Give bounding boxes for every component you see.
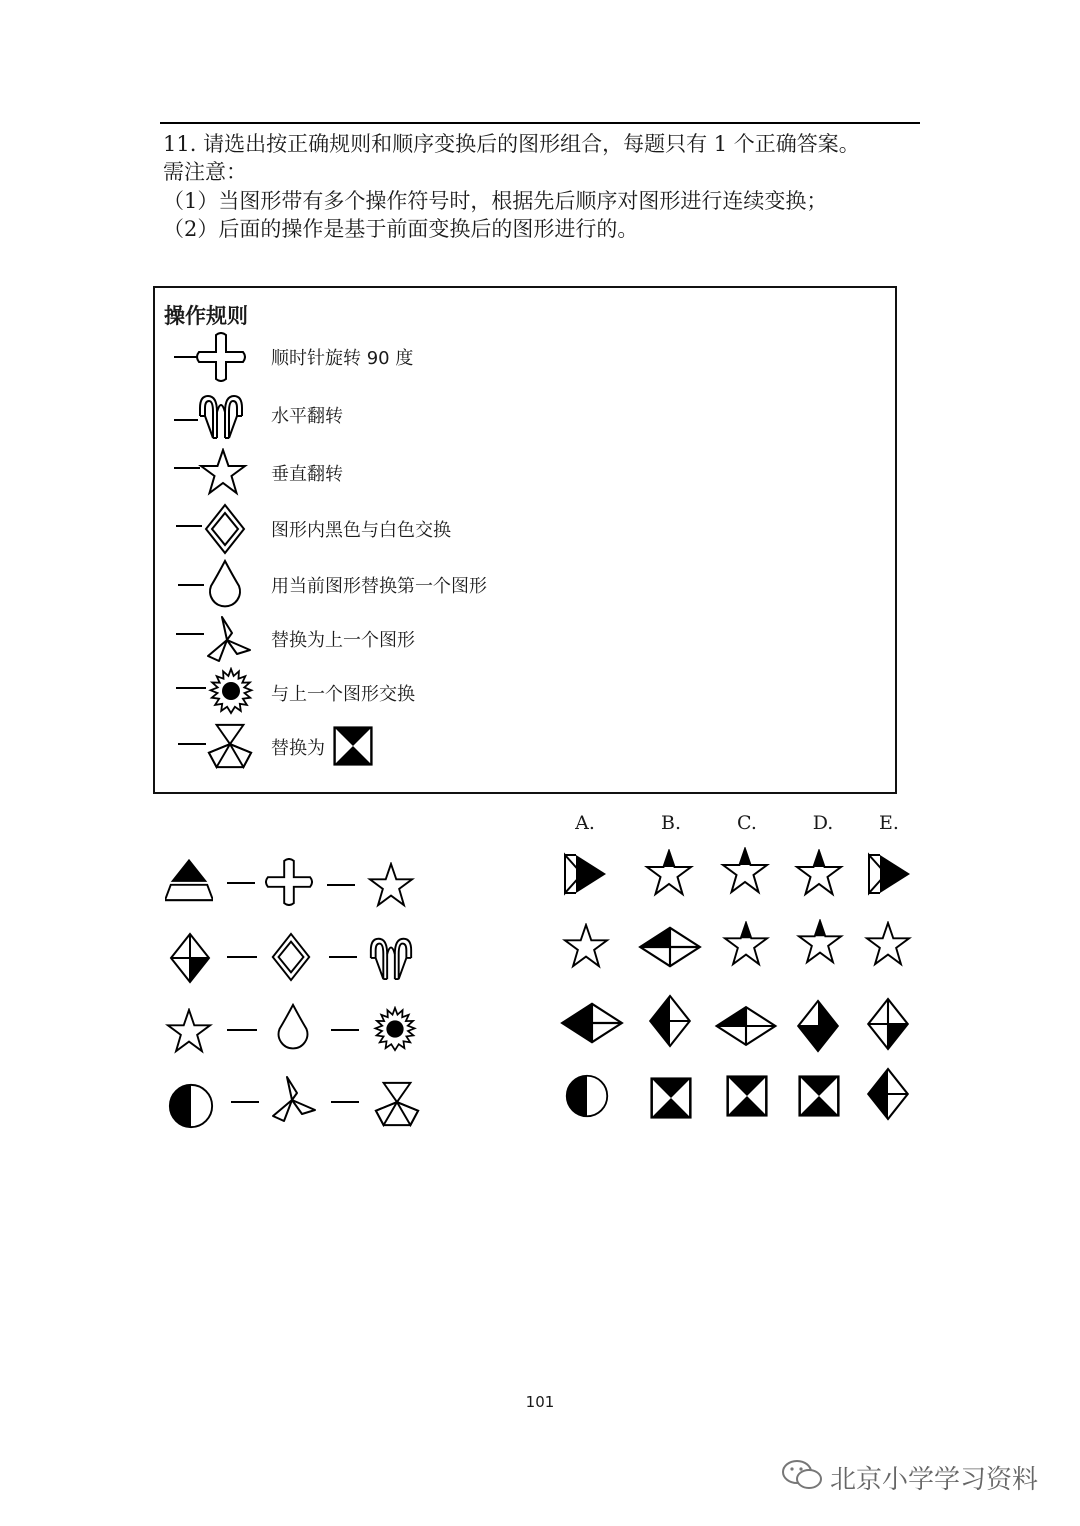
star-icon — [723, 849, 767, 892]
pinwheel-icon — [170, 614, 260, 664]
hourglass-icon — [800, 1077, 839, 1116]
half-circle-icon — [170, 1085, 212, 1127]
option-label-a[interactable]: A. — [575, 812, 595, 834]
question-line-3: （1）当图形带有多个操作符号时，根据先后顺序对图形进行连续变换； — [163, 189, 828, 213]
rule-text: 替换为 — [271, 738, 325, 759]
play-icon — [565, 855, 606, 893]
rule-row-replace-prev — [170, 614, 870, 664]
star-icon — [565, 925, 607, 966]
question-sequences — [165, 850, 445, 1140]
rule-text: 水平翻转 — [271, 406, 343, 427]
rule-text: 替换为上一个图形 — [271, 630, 415, 651]
drop-icon — [170, 560, 260, 610]
top-rule — [160, 122, 920, 124]
page-number: 101 — [525, 1393, 555, 1411]
pinwheel-icon — [273, 1077, 315, 1121]
star-icon — [647, 851, 691, 894]
sun-icon — [170, 668, 260, 718]
question-line-1: 11. 请选出按正确规则和顺序变换后的图形组合，每题只有 1 个正确答案。 — [163, 132, 860, 156]
kite-icon — [171, 934, 209, 982]
kite-icon — [650, 996, 690, 1046]
cross-icon — [170, 332, 260, 382]
triangles-icon — [376, 1083, 418, 1125]
triangles-icon — [170, 722, 260, 772]
star-icon — [797, 851, 841, 894]
hourglass-icon — [652, 1079, 691, 1118]
option-label-b[interactable]: B. — [660, 812, 681, 834]
diamond-icon — [562, 1004, 622, 1042]
play-icon — [869, 855, 910, 893]
diamond-icon — [717, 1007, 776, 1045]
rule-text: 用当前图形替换第一个图形 — [271, 576, 487, 597]
rule-row-rotate — [170, 332, 870, 382]
rule-row-replace-with — [170, 722, 870, 772]
triangle-stack-icon — [165, 859, 213, 900]
star-icon — [867, 923, 909, 964]
hourglass-icon — [728, 1077, 767, 1116]
half-circle-icon — [567, 1076, 607, 1116]
question-line-4: （2）后面的操作是基于前面变换后的图形进行的。 — [163, 217, 639, 241]
kite-icon — [868, 999, 908, 1049]
fountain-icon — [170, 390, 260, 440]
rule-text: 与上一个图形交换 — [271, 684, 415, 705]
diamond-icon — [273, 934, 309, 980]
option-label-e[interactable]: E. — [879, 812, 899, 834]
star-icon — [370, 864, 412, 905]
rule-text: 顺时针旋转 90 度 — [271, 348, 414, 369]
star-icon — [168, 1010, 210, 1051]
fountain-icon — [371, 939, 411, 979]
rule-row-swap-prev — [170, 668, 870, 718]
sun-icon — [375, 1008, 414, 1050]
rule-text: 垂直翻转 — [271, 464, 343, 485]
hourglass-square-icon — [333, 726, 373, 766]
kite-icon — [798, 1001, 838, 1051]
diamond-icon — [640, 928, 700, 966]
question-line-2: 需注意： — [163, 160, 247, 184]
rule-row-hflip — [170, 390, 870, 440]
star-icon — [170, 448, 260, 498]
option-label-c[interactable]: C. — [737, 812, 757, 834]
cross-icon — [266, 859, 312, 905]
kite-icon — [868, 1069, 908, 1119]
rule-row-invert — [170, 504, 870, 554]
rule-row-vflip — [170, 448, 870, 498]
wechat-icon — [780, 1457, 824, 1493]
watermark-text: 北京小学学习资料 — [830, 1465, 1039, 1495]
star-icon — [799, 921, 841, 962]
rule-row-replace-first — [170, 560, 870, 610]
drop-icon — [279, 1005, 308, 1049]
diamond-icon — [170, 504, 260, 554]
rule-text: 图形内黑色与白色交换 — [271, 520, 451, 541]
answer-grid — [558, 845, 928, 1135]
star-icon — [725, 923, 767, 964]
rules-title: 操作规则 — [164, 304, 248, 328]
option-label-d[interactable]: D. — [812, 812, 834, 834]
